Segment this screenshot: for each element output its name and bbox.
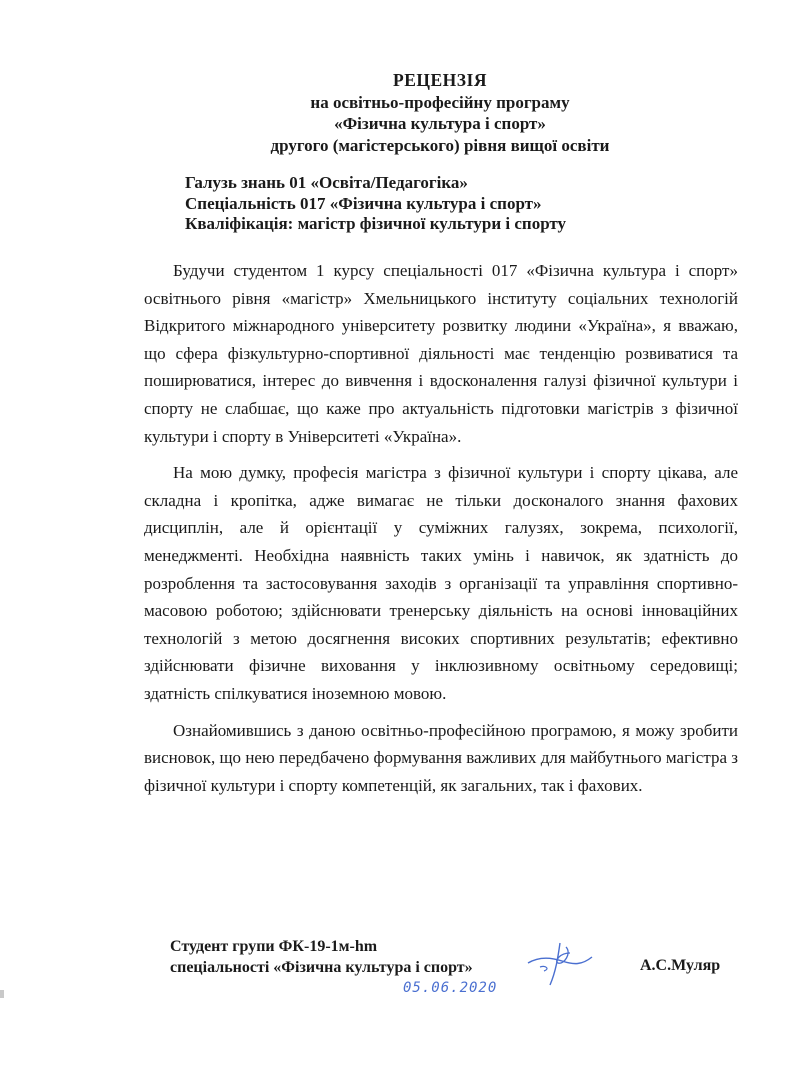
document-title: РЕЦЕНЗІЯ — [393, 70, 487, 90]
signature-date: 05.06.2020 — [403, 980, 498, 996]
signature-block — [170, 936, 473, 978]
paragraph-2: На мою думку, професія магістра з фізичної культури і спорту цікава, але складна і кропітка, адже вимагає не тільки досконалого знання фахових дисциплін, але й орієнтації у суміжних галузях, зокрема, психології, менеджменті. Необхідна наявність таких умінь і навичок, як здатність до розроблення та застосовування заходів з організації та управління спортивно-масовою роботою; здійснювати тренерську діяльність на основі інноваційних технологій з метою досягнення високих спортивних результатів; ефективно здійснювати фізичне виховання у інклюзивному освітньому середовищі; здатність спілкуватися іноземною мовою. — [144, 463, 738, 703]
paragraph-3: Ознайомившись з даною освітньо-професійною програмою, я можу зробити висновок, що нею передбачено формування важливих для майбутнього магістра з фізичної культури і спорту компетенцій, як загальних, так і фахових. — [144, 720, 738, 795]
field-of-knowledge: Галузь знань 01 «Освіта/Педагогіка» — [185, 173, 468, 192]
header-program-name: «Фізична культура і спорт» — [334, 114, 546, 133]
student-specialty: спеціальності «Фізична культура і спорт» — [170, 959, 473, 976]
scan-edge-mark — [0, 990, 4, 998]
handwritten-signature — [520, 935, 600, 990]
qualification: Кваліфікація: магістр фізичної культури і спорту — [185, 214, 567, 233]
review-body — [144, 257, 738, 808]
paragraph-1: Будучи студентом 1 курсу спеціальності 017 «Фізична культура і спорт» освітнього рівня «магістр» Хмельницького інституту соціальних технологій Відкритого міжнародного університету розвитку людини «Україна», я вважаю, що сфера фізкультурно-спортивної діяльності має тенденцію розвиватися та поширюватися, інтерес до вивчення і вдосконалення галузі фізичної культури і спорту не слабшає, що каже про актуальність підготовки магістрів з фізичної культури і спорту в Університеті «Україна». — [144, 261, 738, 446]
header-subtitle-line-1: на освітньо-професійну програму — [310, 92, 570, 112]
student-name: А.С.Муляр — [640, 957, 721, 974]
document-header — [160, 70, 720, 156]
student-group: Студент групи ФК-19-1м-hm — [170, 938, 378, 955]
program-meta — [185, 173, 566, 235]
header-education-level: другого (магістерського) рівня вищої освіти — [270, 135, 610, 155]
specialty: Спеціальність 017 «Фізична культура і спорт» — [185, 193, 542, 213]
